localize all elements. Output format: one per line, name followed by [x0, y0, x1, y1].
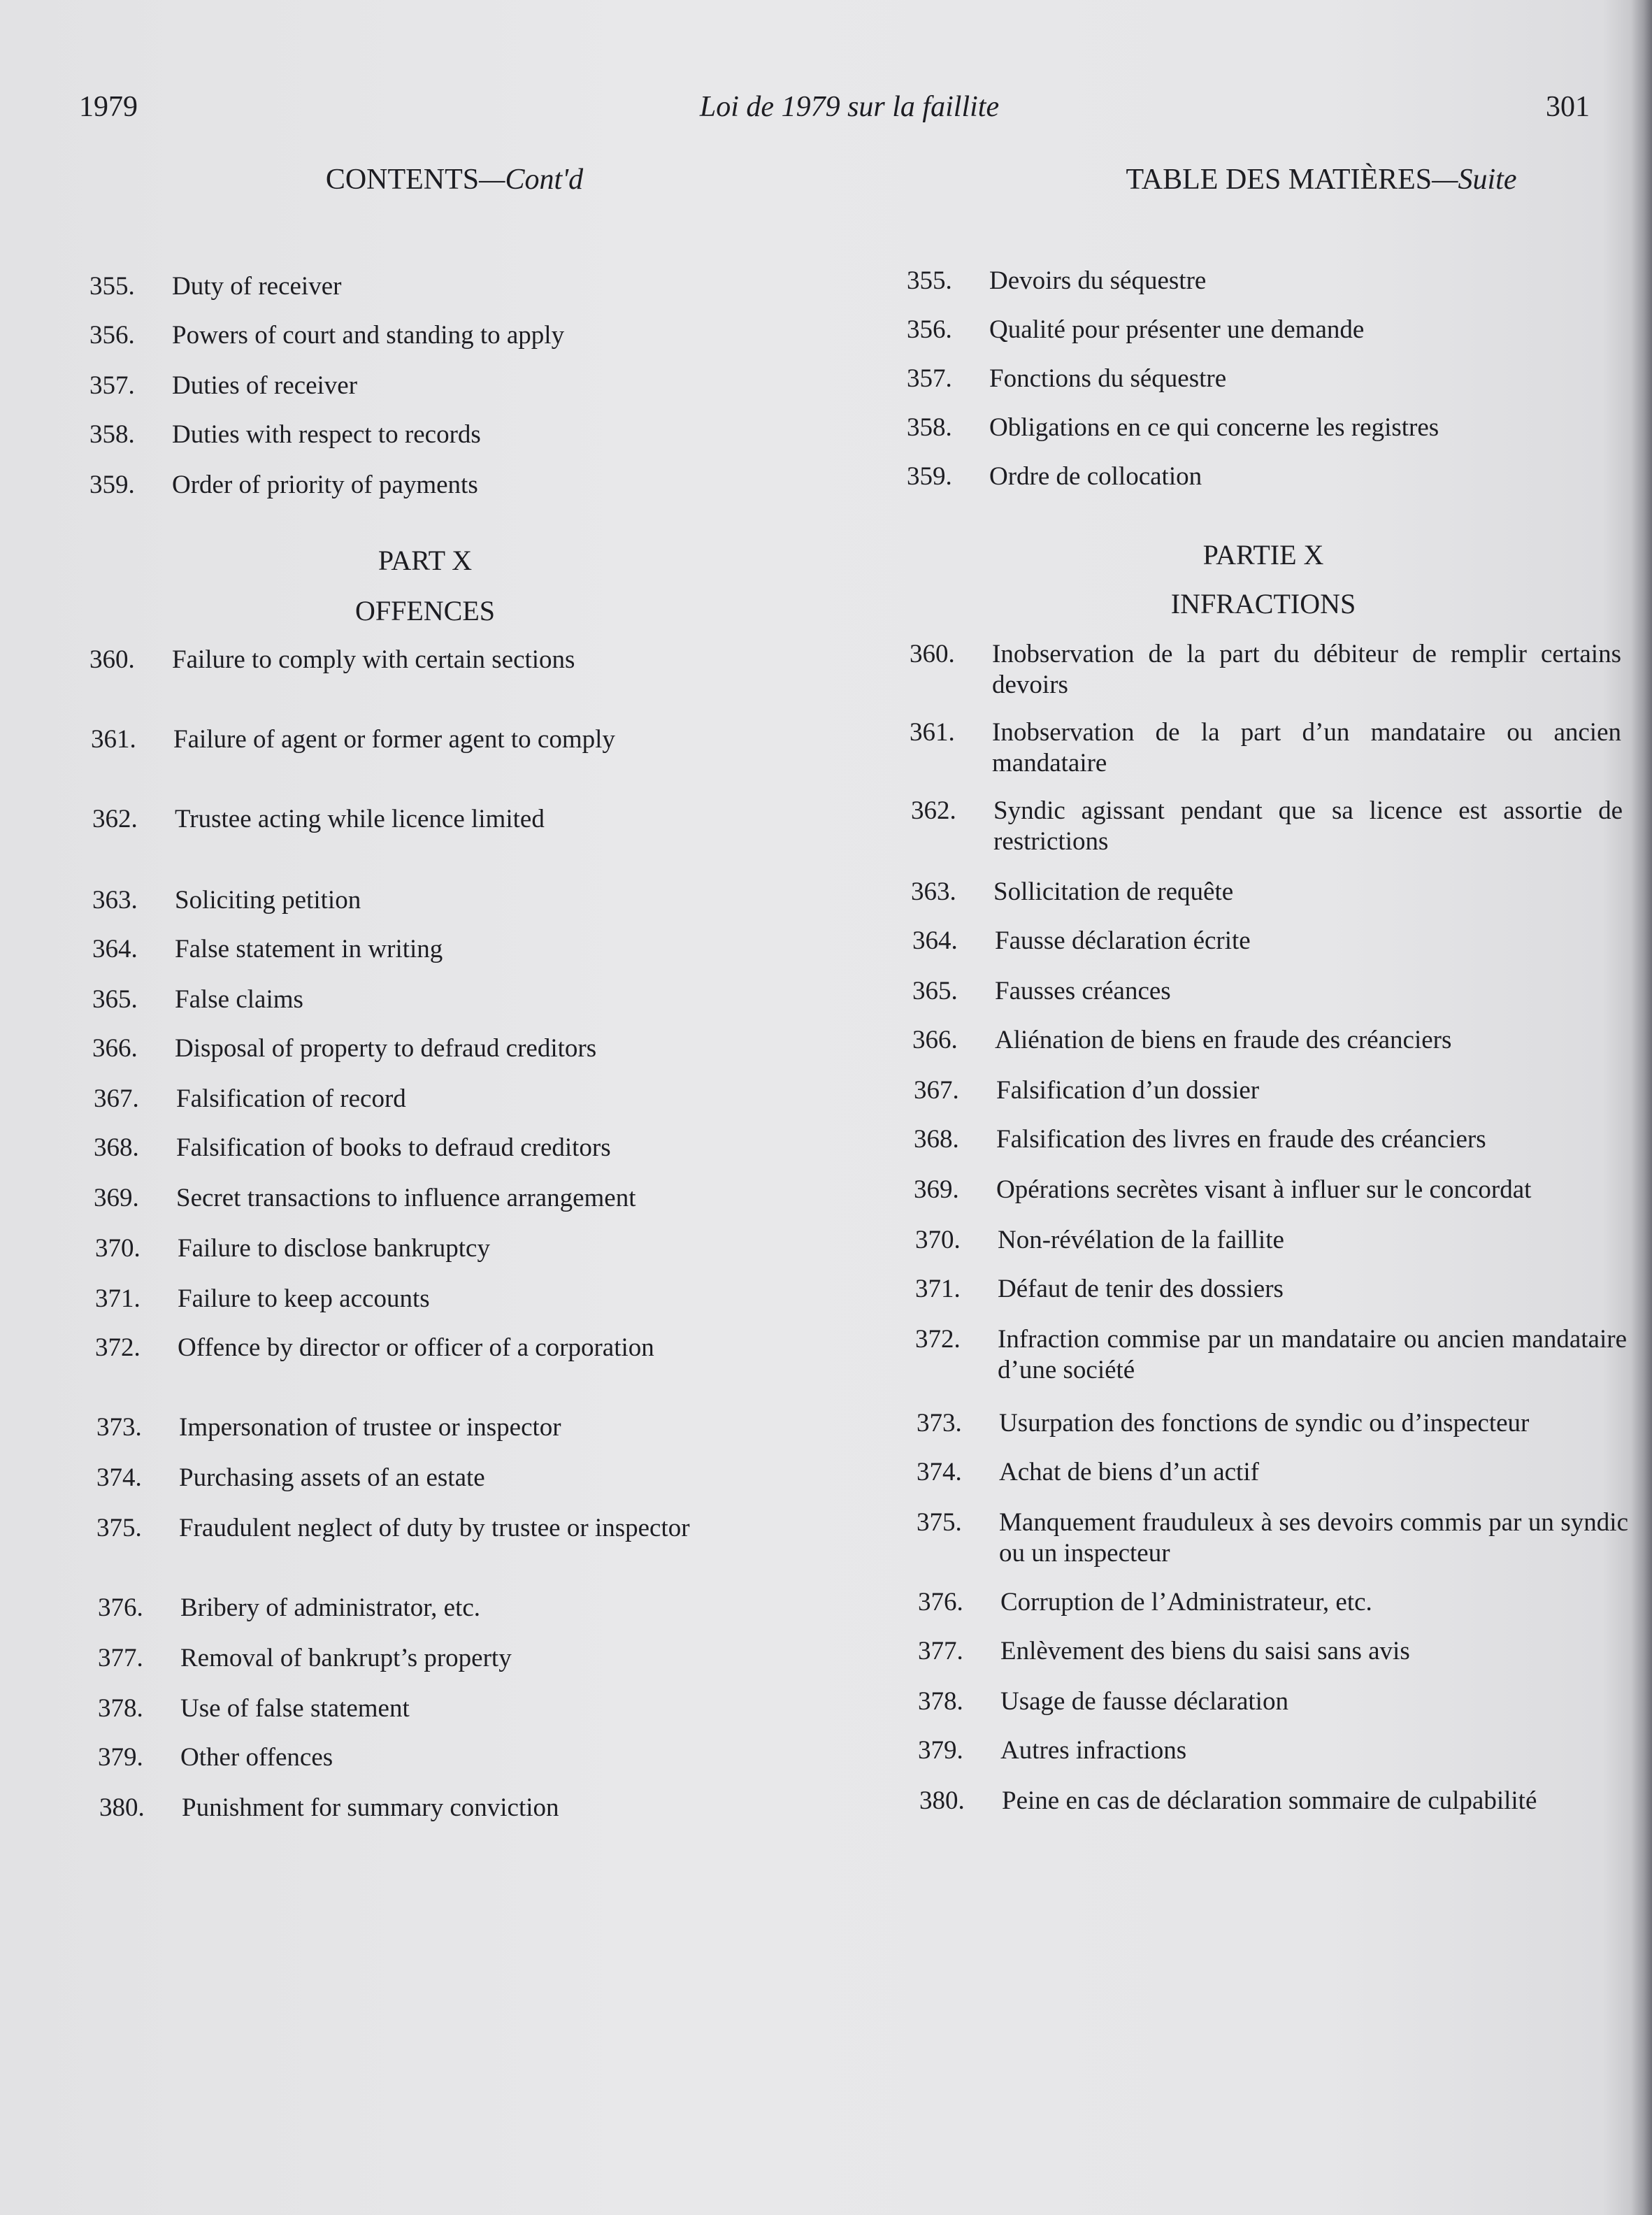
- section-title: Inobservation de la part d’un mandataire ou ancien mandataire: [992, 718, 1621, 777]
- section-number: 373.: [96, 1413, 142, 1442]
- section-title: Disposal of property to defraud creditors: [175, 1034, 597, 1063]
- section-title: False statement in writing: [175, 935, 443, 963]
- section-title: Devoirs du séquestre: [989, 266, 1207, 295]
- section-title: Usage de fausse déclaration: [1000, 1687, 1288, 1716]
- section-title: Usurpation des fonctions de syndic ou d’inspecteur: [999, 1409, 1530, 1438]
- section-number: 375.: [96, 1514, 142, 1542]
- section-number: 366.: [912, 1026, 958, 1054]
- running-title: Loi de 1979 sur la faillite: [699, 91, 1000, 123]
- section-title: Aliénation de biens en fraude des créanciers: [995, 1026, 1452, 1054]
- section-number: 370.: [915, 1226, 961, 1254]
- section-number: 380.: [919, 1786, 965, 1815]
- section-title: Secret transactions to influence arrangement: [176, 1184, 636, 1212]
- section-number: 361.: [910, 718, 955, 747]
- section-title: Soliciting petition: [175, 886, 361, 915]
- section-number: 359.: [907, 462, 952, 491]
- section-title: Inobservation de la part du débiteur de remplir certains devoirs: [992, 640, 1621, 699]
- section-number: 375.: [917, 1508, 962, 1537]
- section-title: Syndic agissant pendant que sa licence est assortie de restrictions: [993, 796, 1623, 856]
- section-title: False claims: [175, 985, 303, 1014]
- section-title: Fraudulent neglect of duty by trustee or inspector: [179, 1514, 690, 1542]
- section-number: 367.: [914, 1076, 959, 1105]
- partie-subheading: INFRACTIONS: [1170, 588, 1356, 619]
- section-number: 362.: [92, 805, 138, 833]
- section-title: Duty of receiver: [172, 272, 342, 301]
- section-title: Fausse déclaration écrite: [995, 926, 1251, 955]
- section-number: 378.: [98, 1694, 143, 1723]
- section-title: Bribery of administrator, etc.: [180, 1593, 481, 1622]
- section-title: Non-révélation de la faillite: [998, 1226, 1284, 1254]
- section-title: Défaut de tenir des dossiers: [998, 1275, 1284, 1303]
- section-number: 360.: [89, 645, 135, 674]
- section-title: Removal of bankrupt’s property: [180, 1644, 512, 1672]
- section-title: Failure of agent or former agent to comply: [173, 725, 615, 754]
- section-number: 366.: [92, 1034, 138, 1063]
- contents-title: [154, 162, 755, 197]
- section-number: 364.: [912, 926, 958, 955]
- section-number: 368.: [94, 1133, 139, 1162]
- section-number: 358.: [89, 420, 135, 449]
- section-title: Infraction commise par un mandataire ou ancien mandataire d’une société: [998, 1325, 1627, 1384]
- section-title: Duties with respect to records: [172, 420, 481, 449]
- tdm-title-suffix: —Suite: [1432, 164, 1517, 196]
- section-number: 357.: [907, 364, 952, 393]
- section-number: 360.: [910, 640, 955, 668]
- section-number: 371.: [95, 1284, 141, 1313]
- section-number: 355.: [89, 272, 135, 301]
- section-number: 380.: [99, 1793, 145, 1822]
- section-title: Corruption de l’Administrateur, etc.: [1000, 1588, 1372, 1617]
- section-number: 364.: [92, 935, 138, 963]
- section-number: 363.: [911, 877, 956, 906]
- section-title: Use of false statement: [180, 1694, 410, 1723]
- section-title: Enlèvement des biens du saisi sans avis: [1000, 1637, 1410, 1665]
- section-number: 379.: [98, 1743, 143, 1772]
- header-year: 1979: [79, 91, 138, 123]
- section-title: Falsification des livres en fraude des créanciers: [996, 1125, 1486, 1154]
- table-des-matieres-title: [965, 162, 1652, 197]
- section-title: Other offences: [180, 1743, 333, 1772]
- section-number: 369.: [914, 1175, 959, 1204]
- section-number: 358.: [907, 413, 952, 442]
- section-number: 357.: [89, 371, 135, 400]
- section-title: Falsification of books to defraud creditors: [176, 1133, 611, 1162]
- section-number: 372.: [95, 1333, 141, 1362]
- section-number: 356.: [907, 315, 952, 344]
- section-number: 379.: [918, 1736, 963, 1765]
- section-title: Fonctions du séquestre: [989, 364, 1227, 393]
- section-title: Obligations en ce qui concerne les registres: [989, 413, 1439, 442]
- section-title: Punishment for summary conviction: [182, 1793, 559, 1822]
- section-title: Qualité pour présenter une demande: [989, 315, 1365, 344]
- section-number: 376.: [98, 1593, 143, 1622]
- section-number: 371.: [915, 1275, 961, 1303]
- section-title: Impersonation of trustee or inspector: [179, 1413, 561, 1442]
- section-number: 377.: [918, 1637, 963, 1665]
- section-title: Purchasing assets of an estate: [179, 1463, 485, 1492]
- section-number: 372.: [915, 1325, 961, 1354]
- section-number: 374.: [96, 1463, 142, 1492]
- section-number: 378.: [918, 1687, 963, 1716]
- section-title: Manquement frauduleux à ses devoirs commis par un syndic ou un inspecteur: [999, 1508, 1628, 1568]
- section-title: Duties of receiver: [172, 371, 358, 400]
- section-number: 361.: [91, 725, 136, 754]
- section-title: Trustee acting while licence limited: [175, 805, 545, 833]
- section-title: Achat de biens d’un actif: [999, 1458, 1259, 1486]
- page-number: 301: [1546, 91, 1590, 123]
- section-number: 359.: [89, 471, 135, 499]
- section-number: 368.: [914, 1125, 959, 1154]
- section-number: 356.: [89, 321, 135, 350]
- section-title: Falsification of record: [176, 1084, 406, 1113]
- binding-edge-shadow: [1631, 0, 1652, 2215]
- part-heading: PART X: [378, 545, 473, 576]
- section-title: Order of priority of payments: [172, 471, 478, 499]
- section-number: 362.: [911, 796, 956, 825]
- section-title: Powers of court and standing to apply: [172, 321, 565, 350]
- part-subheading: OFFENCES: [354, 595, 496, 626]
- section-number: 355.: [907, 266, 952, 295]
- partie-heading: PARTIE X: [1202, 539, 1324, 571]
- section-number: 373.: [917, 1409, 962, 1438]
- section-title: Opérations secrètes visant à influer sur le concordat: [996, 1175, 1532, 1204]
- section-number: 365.: [92, 985, 138, 1014]
- contents-title-main: CONTENTS: [325, 164, 480, 196]
- section-title: Autres infractions: [1000, 1736, 1187, 1765]
- section-number: 367.: [94, 1084, 139, 1113]
- section-title: Failure to disclose bankruptcy: [178, 1234, 490, 1263]
- section-number: 377.: [98, 1644, 143, 1672]
- section-number: 369.: [94, 1184, 139, 1212]
- section-title: Falsification d’un dossier: [996, 1076, 1260, 1105]
- tdm-title-main: TABLE DES MATIÈRES: [1126, 164, 1432, 196]
- section-title: Peine en cas de déclaration sommaire de culpabilité: [1002, 1786, 1537, 1815]
- section-title: Offence by director or officer of a corporation: [178, 1333, 654, 1362]
- section-number: 374.: [917, 1458, 962, 1486]
- section-number: 370.: [95, 1234, 141, 1263]
- section-number: 376.: [918, 1588, 963, 1617]
- contents-title-suffix: —Cont'd: [479, 164, 584, 196]
- section-number: 365.: [912, 977, 958, 1005]
- section-title: Failure to keep accounts: [178, 1284, 430, 1313]
- section-title: Ordre de collocation: [989, 462, 1202, 491]
- section-title: Sollicitation de requête: [993, 877, 1234, 906]
- section-number: 363.: [92, 886, 138, 915]
- section-title: Failure to comply with certain sections: [172, 645, 575, 674]
- section-title: Fausses créances: [995, 977, 1171, 1005]
